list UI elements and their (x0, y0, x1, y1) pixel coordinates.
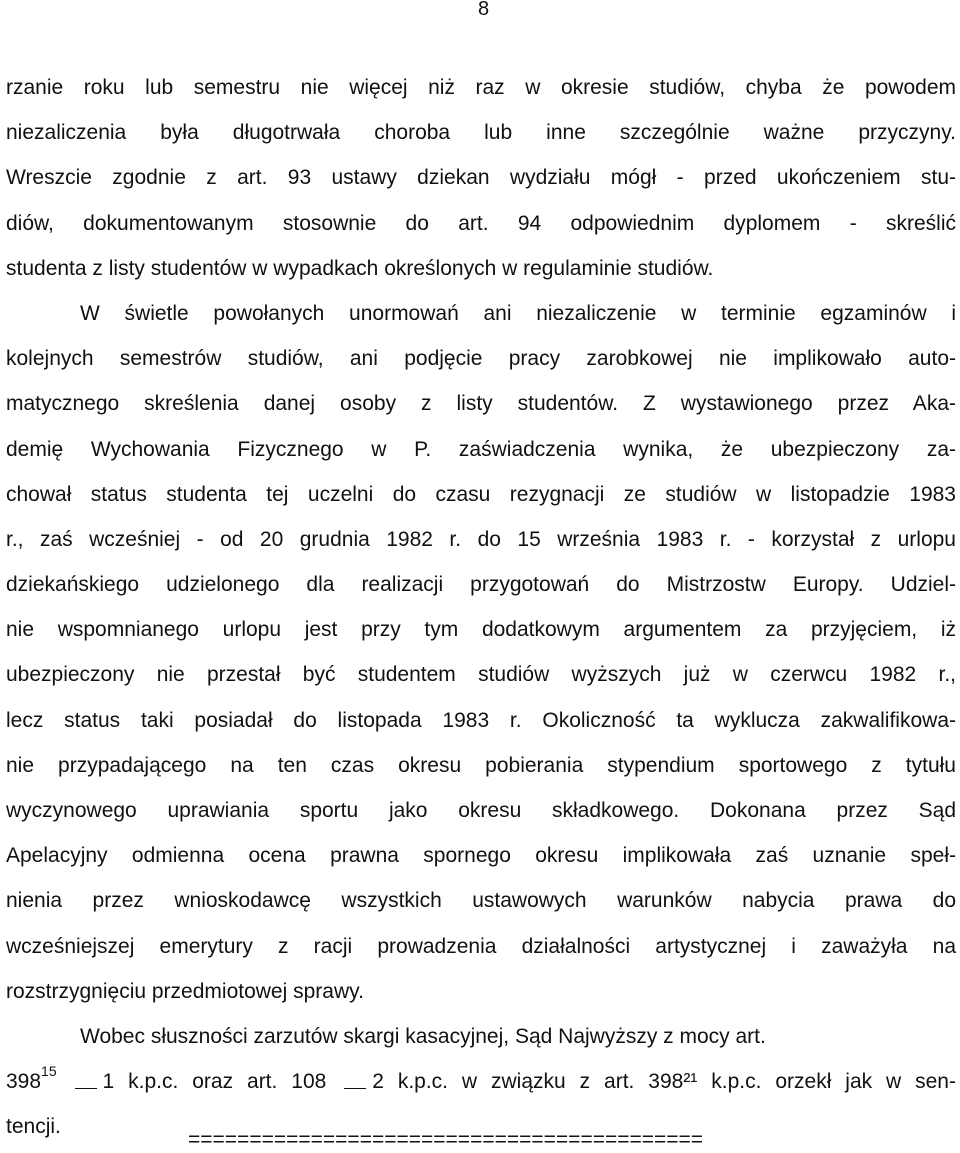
text-line: niezaliczenia była długotrwała choroba lub inne szczególnie ważne przyczyny. (6, 121, 956, 145)
text-line: diów, dokumentowanym stosownie do art. 94 odpowiednim dyplomem - skreślić (6, 211, 956, 235)
text-line: Wreszcie zgodnie z art. 93 ustawy dziekan wydziału mógł - przed ukończeniem stu- (6, 166, 956, 190)
text-line: wyczynowego uprawiania sportu jako okresu składkowego. Dokonana przez Sąd (6, 799, 956, 822)
text-line: wcześniejszej emerytury z racji prowadzenia działalności artystycznej i zaważyła na (6, 934, 956, 958)
text-line: demię Wychowania Fizycznego w P. zaświadczenia wynika, że ubezpieczony za- (6, 437, 956, 461)
text-line: kolejnych semestrów studiów, ani podjęcie pracy zarobkowej nie implikowało auto- (6, 347, 956, 371)
formula-text-2: 2 k.p.c. w związku z art. 398²¹ k.p.c. orzekł jak w sen- (372, 1070, 956, 1094)
text-line: studenta z listy studentów w wypadkach określonych w regulaminie studiów. (6, 256, 714, 280)
text-line: rozstrzygnięciu przedmiotowej sprawy. (6, 979, 364, 1003)
article-superscript: 15 (41, 1063, 57, 1080)
document-body (6, 68, 956, 1153)
text-line: rzanie roku lub semestru nie więcej niż raz w okresie studiów, chyba że powodem (6, 76, 956, 99)
article-number: 398 (6, 1070, 42, 1094)
text-line: W świetle powołanych unormowań ani niezaliczenie w terminie egzaminów i (80, 301, 956, 325)
page-number: 8 (478, 0, 490, 20)
text-line: nienia przez wnioskodawcę wszystkich ustawowych warunków nabycia prawa do (6, 889, 956, 913)
text-line: dziekańskiego udzielonego dla realizacji przygotowań do Mistrzostw Europy. Udziel- (6, 573, 956, 597)
text-line: r., zaś wcześniej - od 20 grudnia 1982 r. do 15 września 1983 r. - korzystał z urlopu (6, 527, 956, 551)
text-line: Wobec słuszności zarzutów skargi kasacyjnej, Sąd Najwyższy z mocy art. (80, 1024, 766, 1048)
formula-text-1: 1 k.p.c. oraz art. 108 (102, 1070, 327, 1094)
formula-line (6, 1062, 956, 1107)
text-line: ubezpieczony nie przestał być studentem studiów wyższych już w czerwcu 1982 r., (6, 663, 956, 687)
text-line: chował status studenta tej uczelni do czasu rezygnacji ze studiów w listopadzie 1983 (6, 482, 956, 506)
separator-line: ========================================== (188, 1128, 704, 1151)
text-line: Apelacyjny odmienna ocena prawna spornego okresu implikowała zaś uznanie speł- (6, 844, 956, 868)
text-line: matycznego skreślenia danej osoby z listy studentów. Z wystawionego przez Aka- (6, 392, 956, 416)
text-line: tencji. (6, 1115, 61, 1139)
text-line: nie przypadającego na ten czas okresu pobierania stypendium sportowego z tytułu (6, 753, 956, 777)
section-sign-icon (344, 1076, 366, 1089)
text-line: lecz status taki posiadał do listopada 1983 r. Okoliczność ta wyklucza zakwalifikowa- (6, 708, 956, 732)
text-line: nie wspomnianego urlopu jest przy tym dodatkowym argumentem za przyjęciem, iż (6, 618, 956, 642)
section-sign-icon (75, 1076, 97, 1089)
